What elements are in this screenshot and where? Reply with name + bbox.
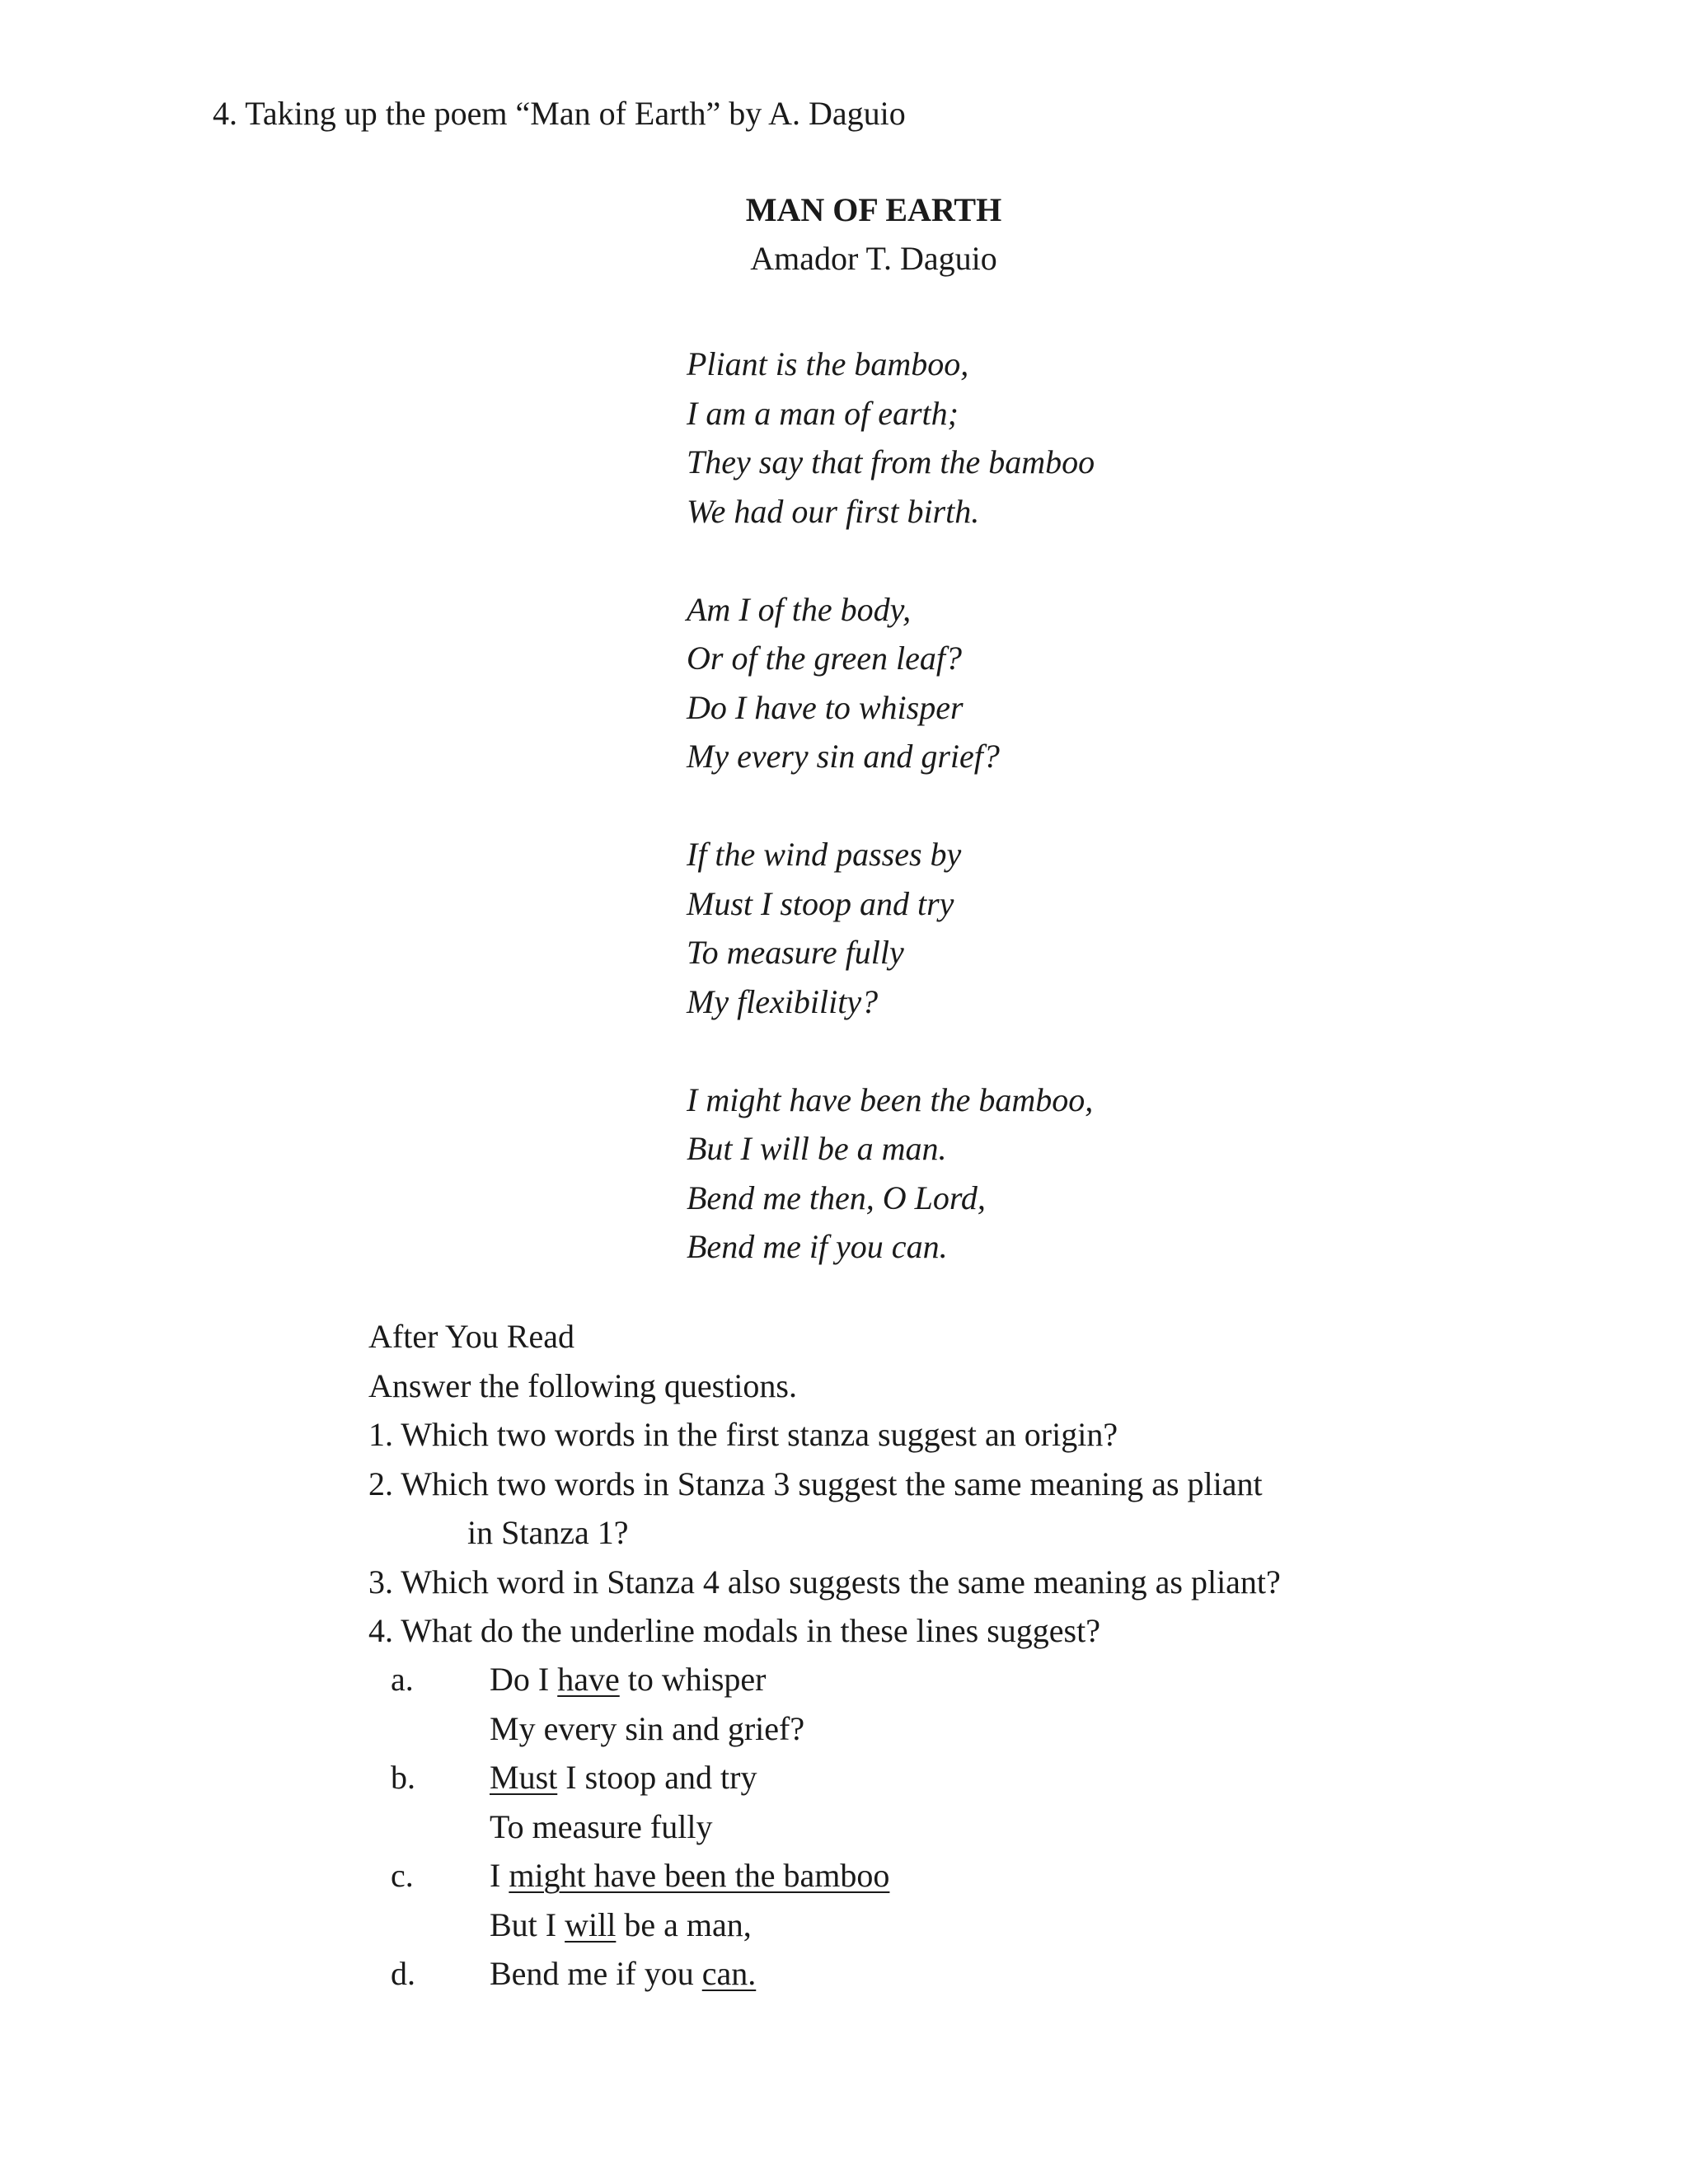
poem-body xyxy=(687,340,1095,1272)
item-label-a: a. xyxy=(391,1661,414,1698)
item-a-line-2: My every sin and grief? xyxy=(490,1709,805,1747)
item-d-line-1: Bend me if you can. xyxy=(490,1955,757,1992)
poem-line: But I will be a man. xyxy=(687,1130,947,1167)
question-2: 2. Which two words in Stanza 3 suggest the same meaning as pliant xyxy=(368,1465,1263,1502)
stanza-1 xyxy=(687,340,1095,536)
stanza-4 xyxy=(687,1076,1095,1272)
poem-line: Must I stoop and try xyxy=(687,884,954,922)
poem-line: Bend me if you can. xyxy=(687,1228,948,1265)
item-c-line-1: I might have been the bamboo xyxy=(490,1857,890,1894)
poem-line: They say that from the bamboo xyxy=(687,443,1095,480)
poem-line: Pliant is the bamboo, xyxy=(687,345,969,382)
poem-line: I might have been the bamboo, xyxy=(687,1080,1094,1118)
question-1: 1. Which two words in the first stanza suggest an origin? xyxy=(368,1416,1118,1453)
underlined-modal: have xyxy=(557,1661,620,1698)
instruction-text: Answer the following questions. xyxy=(368,1366,797,1404)
item-b-line-2: To measure fully xyxy=(490,1807,713,1845)
poem-line: Do I have to whisper xyxy=(687,688,964,726)
question-4: 4. What do the underline modals in these lines suggest? xyxy=(368,1612,1100,1649)
underlined-modal: might have been the bamboo xyxy=(509,1857,890,1894)
after-you-read-section xyxy=(368,1312,1281,1656)
item-a-line-1: Do I have to whisper xyxy=(490,1661,767,1698)
poem-line: To measure fully xyxy=(687,934,904,971)
item-label-c: c. xyxy=(391,1857,414,1894)
poem-line: My every sin and grief? xyxy=(687,738,1000,775)
stanza-2 xyxy=(687,585,1095,781)
underlined-modal: can. xyxy=(701,1955,757,1992)
stanza-3 xyxy=(687,830,1095,1026)
item-c-line-2: But I will be a man, xyxy=(490,1905,752,1943)
section-heading: 4. Taking up the poem “Man of Earth” by A. Daguio xyxy=(213,95,906,132)
underlined-modal: Must xyxy=(490,1759,558,1796)
poem-line: Bend me then, O Lord, xyxy=(687,1179,986,1216)
underlined-modal: will xyxy=(565,1905,617,1943)
item-label-b: b. xyxy=(391,1759,415,1796)
item-label-d: d. xyxy=(391,1955,415,1992)
poem-line: Or of the green leaf? xyxy=(687,640,963,677)
question-2-continued: in Stanza 1? xyxy=(467,1514,629,1551)
poem-line: We had our first birth. xyxy=(687,492,980,530)
poem-title: MAN OF EARTH xyxy=(745,191,1002,228)
after-you-read-title: After You Read xyxy=(368,1318,574,1355)
poem-author: Amador T. Daguio xyxy=(750,240,997,277)
poem-line: Am I of the body, xyxy=(687,590,912,628)
poem-line: My flexibility? xyxy=(687,982,879,1020)
poem-line: I am a man of earth; xyxy=(687,394,959,432)
item-b-line-1: Must I stoop and try xyxy=(490,1759,757,1796)
poem-line: If the wind passes by xyxy=(687,836,962,873)
question-3: 3. Which word in Stanza 4 also suggests the same meaning as pliant? xyxy=(368,1563,1281,1601)
